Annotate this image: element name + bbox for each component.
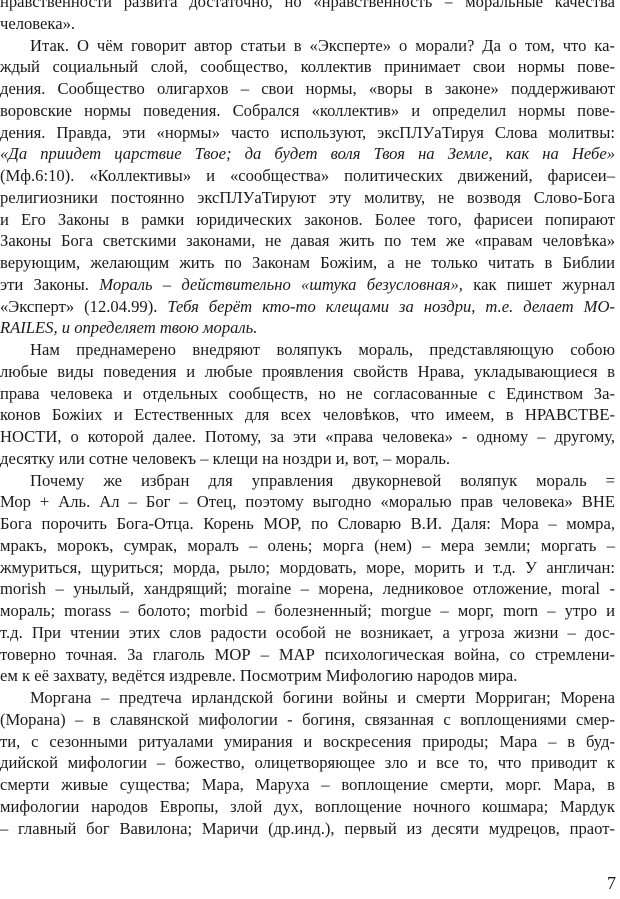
text-line: мракъ, морокъ, сумрак, моралъ – олень; морга (нем) – мера земли; моргать – xyxy=(0,535,615,555)
text-line: любые виды поведения и любые проявления свойств Нрава, укладывающиеся в xyxy=(0,361,615,381)
text-line: конов Божiих и Естественных для всех человѣков, что имеем, в НРАВСТВЕ- xyxy=(0,405,615,425)
paragraph-2 xyxy=(0,35,620,340)
text-line: и Его Законы в рамки юридических законов. Более того, фарисеи попирают xyxy=(0,209,615,229)
paragraph-5 xyxy=(0,687,620,839)
text-line: Почему же избран для управления двукорневой воляпук мораль = xyxy=(30,470,615,490)
page-number: 7 xyxy=(607,873,616,893)
italic-phrase: Тебя берёт кто-то клещами за ноздри, т.е. делает МО- xyxy=(167,296,615,316)
text-line: нравственности развита достаточно, но «нравственность = моральные качества xyxy=(0,0,615,11)
text-line: верующим, желающим жить по Законам Божiим, а не только читать в Библии xyxy=(0,253,615,272)
italic-phrase: Мораль – действительно «штука безусловная», xyxy=(99,274,463,294)
text-line: десятку или сотне человекъ – клещи на ноздри и, вот, – мораль. xyxy=(0,448,451,468)
text-line: ти, с сезонными ритуалами умирания и воскресения природы; Мара – в буд- xyxy=(0,731,615,751)
text-line: Законы Бога светскими законами, не давая жить по тем же «правам человѣка» xyxy=(0,231,615,251)
text-line: Мор + Аль. Ал – Бог – Отец, поэтому выгодно «моралью прав человека» ВНЕ xyxy=(0,492,615,512)
paragraph-1 xyxy=(0,0,620,35)
text-line: жмуриться, щуриться; морда, рыло; мордовать, море, морить и т.д. У англичан: xyxy=(0,557,615,577)
text-line: (Мф.6:10). «Коллективы» и «сообщества» политических движений, фарисеи– xyxy=(0,166,615,185)
text-line: права человека и отдельных сообществ, но не согласованные с Единством За- xyxy=(0,383,615,403)
text-line: дения. Сообщество олигархов – свои нормы, «воры в законе» поддерживают xyxy=(0,79,615,98)
text-line: Нам преднамерено внедряют воляпукъ мораль, представляющую собою xyxy=(30,340,615,359)
text-line xyxy=(0,317,620,339)
italic-phrase: RAILES, и определяет твою мораль. xyxy=(0,318,258,338)
text-line: ждый социальный слой, сообщество, коллектив принимает свои нормы пове- xyxy=(0,57,615,77)
text-line: т.д. При чтении этих слов радости особой не возникает, а угроза жизни – дос- xyxy=(0,622,615,642)
text-line: товерно точная. За глаголь МОР – МАР психологическая война, со стремлени- xyxy=(0,644,615,664)
text-line-italic: «Да приидет царствие Твое; да будет воля Твоя на Земле, как на Небе» xyxy=(0,144,615,164)
text-line: «Эксперт» (12.04.99). Тебя берёт кто-то клещами за ноздри, т.е. делает МО- xyxy=(0,296,615,316)
text-line: эти Законы. Мораль – действительно «штука безусловная», как пишет журнал xyxy=(0,274,615,294)
text-line: НОСТИ, о которой далее. Потому, за эти «права человека» - одному – другому, xyxy=(0,427,615,446)
text-line: человека». xyxy=(0,13,76,33)
paragraph-4 xyxy=(0,470,620,688)
text-line: morish – унылый, хандрящий; moraine – морена, ледниковое отложение, moral - xyxy=(0,579,615,599)
text-line: Бога порочить Бога-Отца. Корень МОР, по Словарю В.И. Даля: Мора – момра, xyxy=(0,514,615,533)
text-line: Итак. О чём говорит автор статьи в «Эксперте» о морали? Да о том, что ка- xyxy=(30,35,615,55)
text-line: дения. Правда, эти «нормы» часто используют, эксПЛУаТируя Слова молитвы: xyxy=(0,122,615,142)
text-line: (Морана) – в славянской мифологии - богиня, связанная с воплощениями смер- xyxy=(0,709,615,729)
text-line: Моргана – предтеча ирландской богини войны и смерти Морриган; Морена xyxy=(30,688,615,707)
text-line: дийской мифологии – божество, олицетворяющее зло и все то, что приводит к xyxy=(0,753,615,773)
paragraph-3 xyxy=(0,339,620,470)
text-line: мораль; morass – болото; morbid – болезненный; morgue – морг, morn – утро и xyxy=(0,601,615,620)
text-line: ем к её захвату, ведётся издревле. Посмотрим Мифологию народов мира. xyxy=(0,666,518,686)
text-line: религиозники постоянно эксПЛУаТируют эту молитву, не возводя Слово-Бога xyxy=(0,187,615,207)
text-line: смерти живые существа; Мара, Маруха – воплощение смерти, морг. Мара, в xyxy=(0,775,615,794)
text-line: мифологии народов Европы, злой дух, воплощение ночного кошмара; Мардук xyxy=(0,796,615,816)
text-line: – главный бог Вавилона; Маричи (др.инд.), первый из десяти мудрецов, праот- xyxy=(0,818,615,838)
text-line: воровские нормы поведения. Собрался «коллектив» и определил нормы пове- xyxy=(0,100,615,120)
